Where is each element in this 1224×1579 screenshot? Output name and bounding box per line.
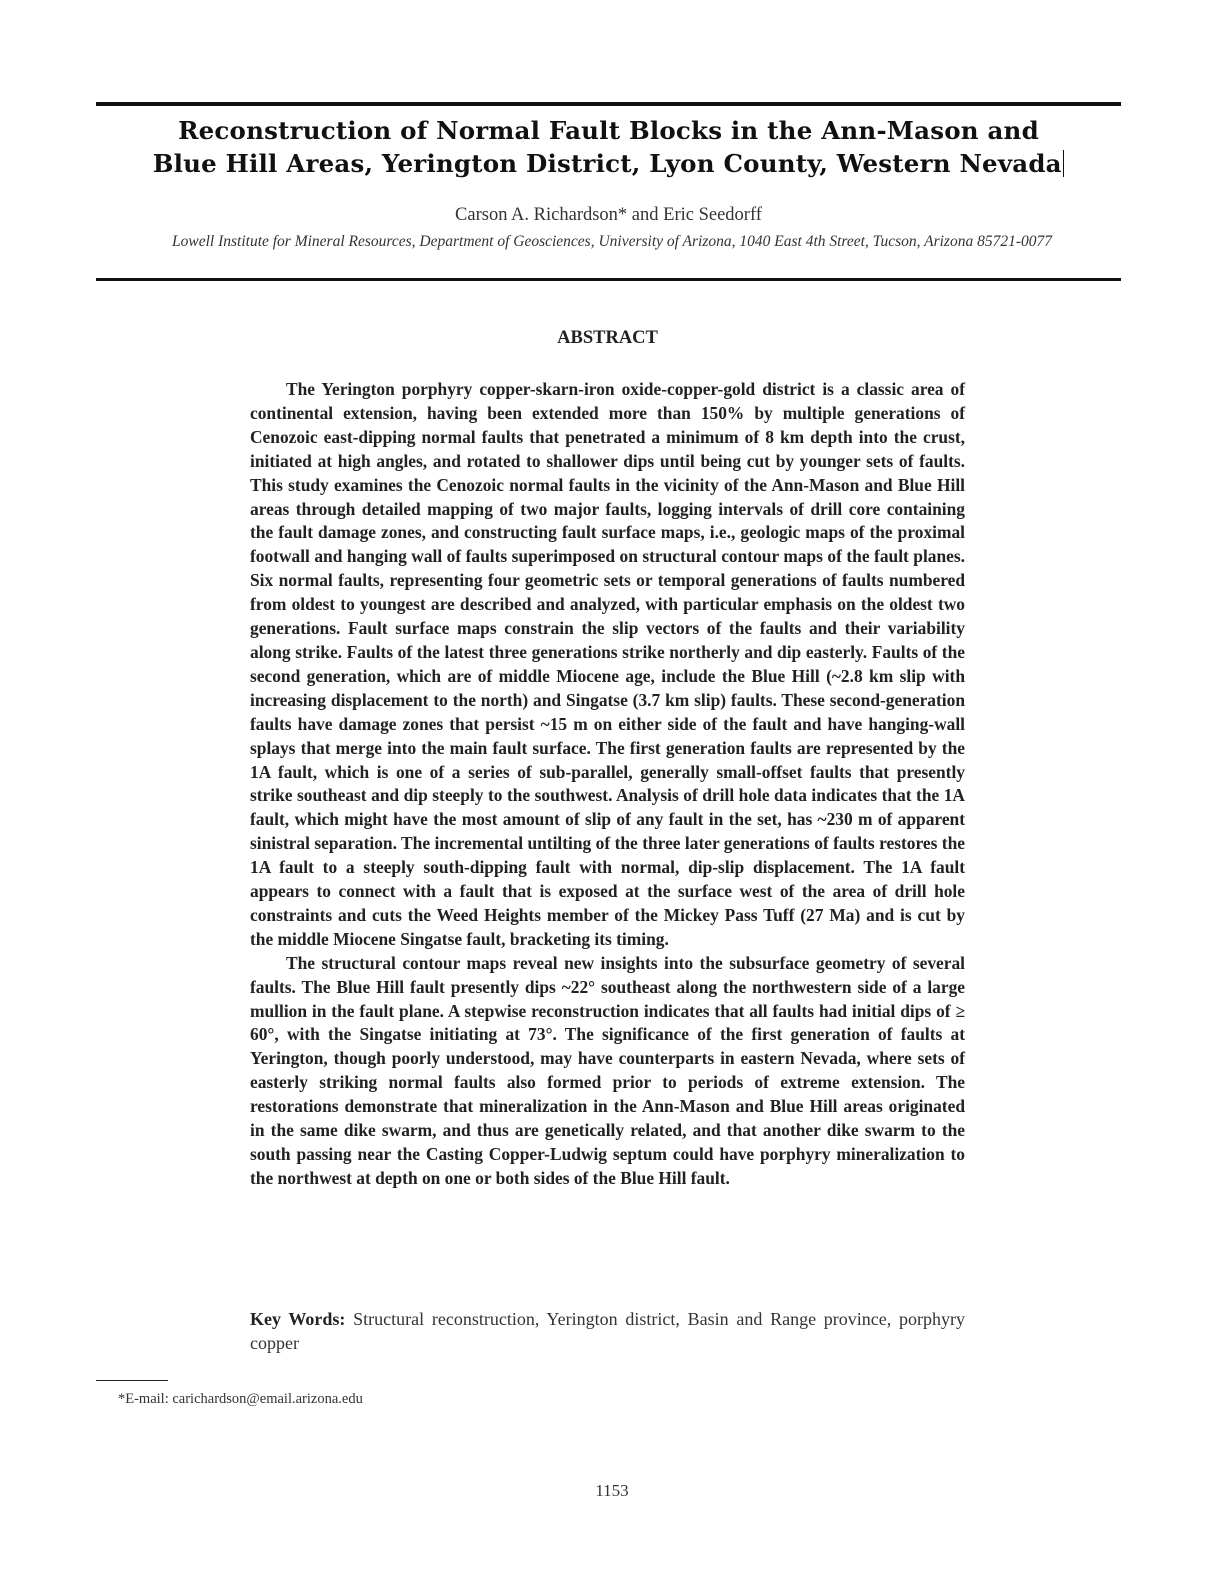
page-number: 1153 (595, 1481, 629, 1500)
keywords (250, 1307, 965, 1355)
text-cursor (1063, 150, 1065, 177)
header-top-rule (96, 102, 1121, 106)
keywords-text: Structural reconstruction, Yerington district, Basin and Range province, porphyry copper (250, 1309, 966, 1353)
affiliation: Lowell Institute for Mineral Resources, Department of Geosciences, University of Arizona, 1040 East 4th Street, Tucson, Arizona 85721-0077 (172, 233, 1052, 250)
header-bottom-rule (96, 278, 1121, 281)
abstract-paragraph-1: The Yerington porphyry copper-skarn-iron oxide-copper-gold district is a classic area of continental extension, having been extended more than 150% by multiple generations of Cenozoic east-dipping normal faults that penetrated a minimum of 8 km depth into the crust, initiated at high angles, and rotated to shallower dips until being cut by younger sets of faults. This study examines the Cenozoic normal faults in the vicinity of the Ann-Mason and Blue Hill areas through detailed mapping of two major faults, logging intervals of drill core containing the fault damage zones, and constructing fault surface maps, i.e., geologic maps of the proximal footwall and hanging wall of faults superimposed on structural contour maps of the fault planes. Six normal faults, representing four geometric sets or temporal generations of faults numbered from oldest to youngest are described and analyzed, with particular emphasis on the oldest two generations. Fault surface maps constrain the slip vectors of the faults and their variability along strike. Faults of the latest three generations strike northerly and dip easterly. Faults of the second generation, which are of middle Miocene age, include the Blue Hill (~2.8 km slip with increasing displacement to the north) and Singatse (3.7 km slip) faults. These second-generation faults have damage zones that persist ~15 m on either side of the fault and have hanging-wall splays that merge into the main fault surface. The first generation faults are represented by the 1A fault, which is one of a series of sub-parallel, generally small-offset faults that presently strike southeast and dip steeply to the southwest. Analysis of drill hole data indicates that the 1A fault, which might have the most amount of slip of any fault in the set, has ~230 m of apparent sinistral separation. The incremental untilting of the three later generations of faults restores the 1A fault to a steeply south-dipping fault with normal, dip-slip displacement. The 1A fault appears to connect with a fault that is exposed at the surface west of the area of drill hole constraints and cuts the Weed Heights member of the Mickey Pass Tuff (27 Ma) and is cut by the middle Miocene Singatse fault, bracketing its timing. (250, 379, 965, 949)
abstract-heading: ABSTRACT (557, 328, 658, 348)
paper-title (96, 114, 1121, 180)
abstract-paragraph-2: The structural contour maps reveal new insights into the subsurface geometry of several faults. The Blue Hill fault presently dips ~22° southeast along the northwestern side of a large mullion in the fault plane. A stepwise reconstruction indicates that all faults had initial dips of ≥ 60°, with the Singatse initiating at 73°. The significance of the first generation of faults at Yerington, though poorly understood, may have counterparts in eastern Nevada, where sets of easterly striking normal faults also formed prior to periods of extreme extension. The restorations demonstrate that mineralization in the Ann-Mason and Blue Hill areas originated in the same dike swarm, and thus are genetically related, and that another dike swarm to the south passing near the Casting Copper-Ludwig septum could have porphyry mineralization to the northwest at depth on one or both sides of the Blue Hill fault. (250, 952, 965, 1188)
abstract-body (250, 378, 965, 1191)
authors: Carson A. Richardson* and Eric Seedorff (455, 205, 762, 225)
footnote-email: *E-mail: carichardson@email.arizona.edu (118, 1391, 363, 1407)
footnote-rule (96, 1380, 168, 1381)
title-line-2-text: Blue Hill Areas, Yerington District, Lyon County, Western Nevada (152, 149, 1062, 178)
title-line-1: Reconstruction of Normal Fault Blocks in the Ann-Mason and (178, 116, 1039, 145)
keywords-label: Key Words: (250, 1309, 346, 1329)
title-line-2 (96, 147, 1121, 180)
